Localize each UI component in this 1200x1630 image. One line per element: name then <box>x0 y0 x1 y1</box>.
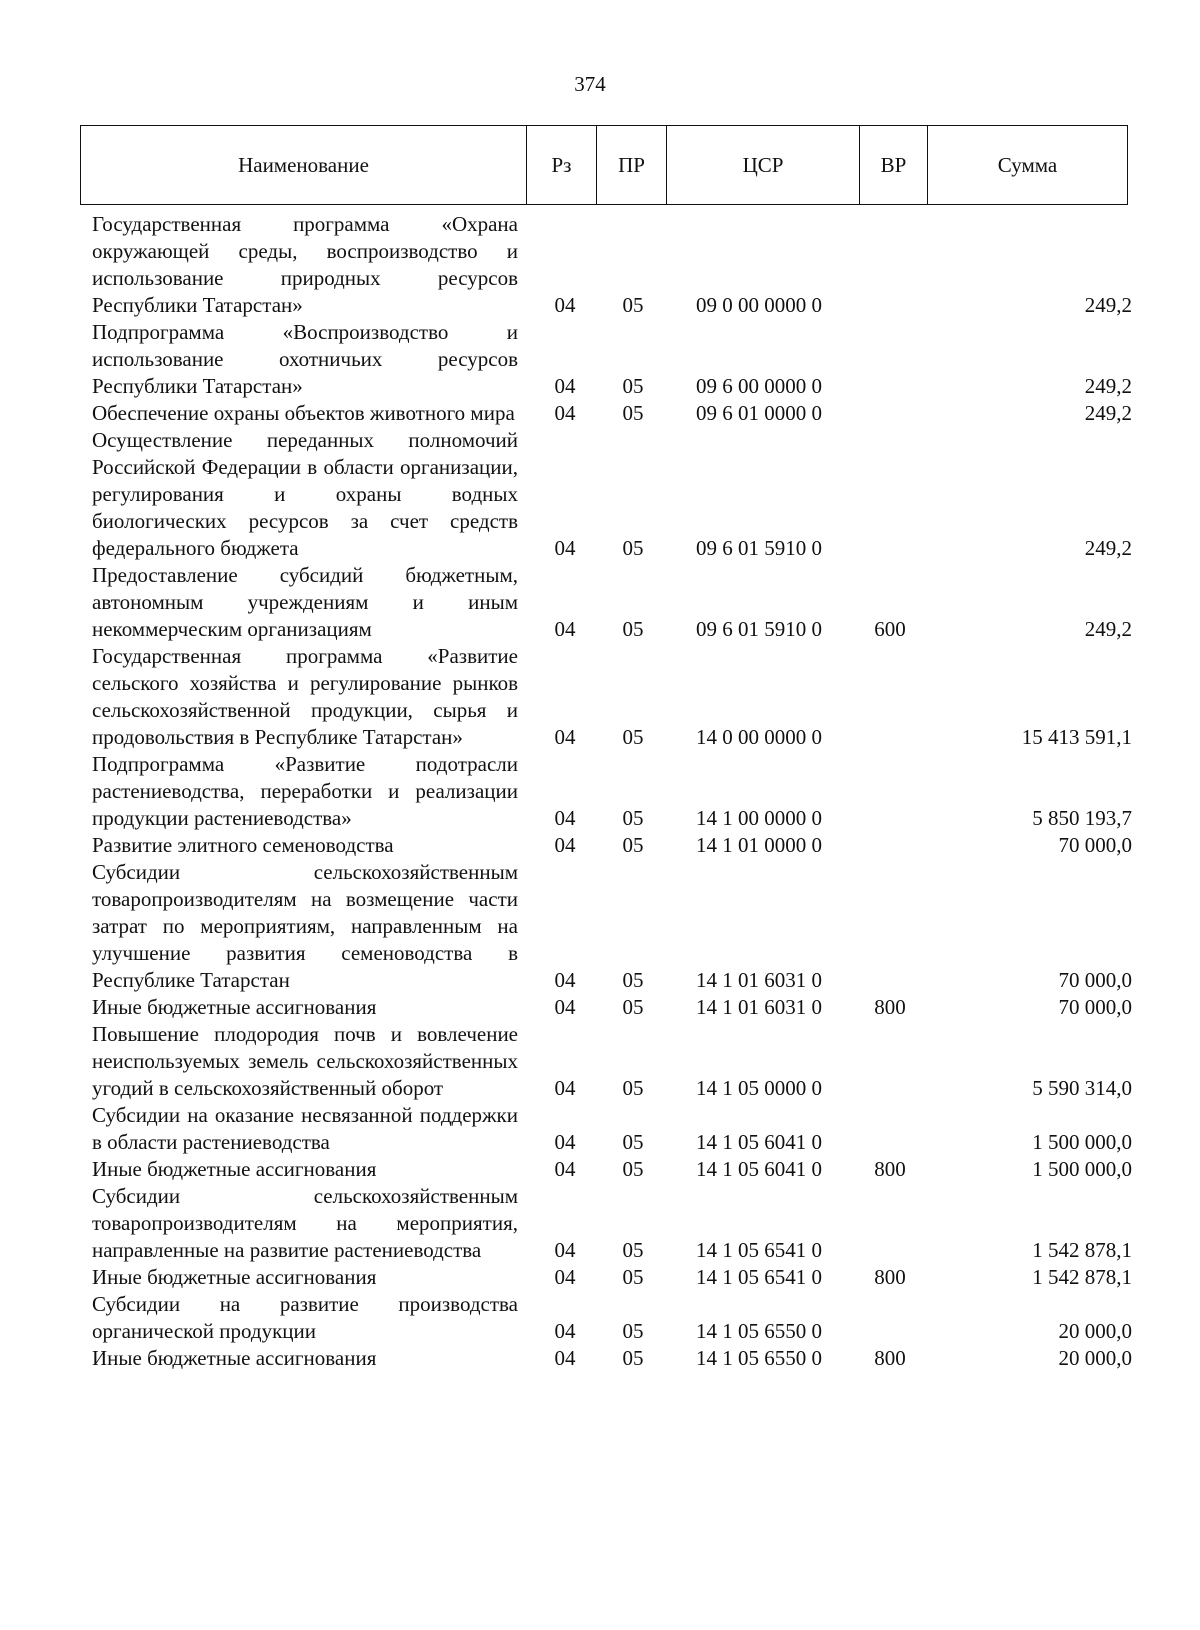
table-row <box>92 832 1132 859</box>
cell-sum: 249,2 <box>1084 374 1132 398</box>
cell-name: Предоставление субсидий бюджетным, автономным учреждениям и иным некоммерческим организациям <box>92 563 518 641</box>
cell-csr: 09 6 00 0000 0 <box>696 374 822 398</box>
cell-pr: 05 <box>622 1265 644 1289</box>
table-row <box>92 751 1132 832</box>
cell-sum: 1 500 000,0 <box>1032 1130 1132 1154</box>
cell-sum: 249,2 <box>1084 617 1132 641</box>
table-row <box>92 1021 1132 1102</box>
cell-csr: 14 1 05 6541 0 <box>696 1265 822 1289</box>
cell-sum: 70 000,0 <box>1058 833 1132 857</box>
cell-pr: 05 <box>622 833 644 857</box>
header-pr: ПР <box>597 126 667 204</box>
cell-rz: 04 <box>554 617 576 641</box>
cell-pr: 05 <box>622 374 644 398</box>
cell-name: Субсидии сельскохозяйственным товаропроизводителям на мероприятия, направленные на развитие растениеводства <box>92 1184 518 1262</box>
cell-sum: 15 413 591,1 <box>1021 725 1132 749</box>
cell-pr: 05 <box>622 1238 644 1262</box>
cell-csr: 14 0 00 0000 0 <box>696 725 822 749</box>
page-number: 374 <box>574 72 606 96</box>
cell-pr: 05 <box>622 617 644 641</box>
table-row <box>92 1156 1132 1183</box>
header-vr: ВР <box>860 126 928 204</box>
cell-vr: 800 <box>874 1157 906 1181</box>
cell-sum: 249,2 <box>1084 401 1132 425</box>
cell-sum: 1 542 878,1 <box>1032 1265 1132 1289</box>
cell-name: Субсидии на оказание несвязанной поддержки в области растениеводства <box>92 1103 518 1154</box>
cell-pr: 05 <box>622 401 644 425</box>
cell-sum: 1 500 000,0 <box>1032 1157 1132 1181</box>
cell-name: Иные бюджетные ассигнования <box>92 1346 377 1370</box>
cell-sum: 5 850 193,7 <box>1032 806 1132 830</box>
cell-pr: 05 <box>622 293 644 317</box>
cell-pr: 05 <box>622 1130 644 1154</box>
cell-rz: 04 <box>554 374 576 398</box>
cell-rz: 04 <box>554 833 576 857</box>
cell-sum: 249,2 <box>1084 536 1132 560</box>
cell-sum: 5 590 314,0 <box>1032 1076 1132 1100</box>
cell-sum: 70 000,0 <box>1058 968 1132 992</box>
cell-sum: 1 542 878,1 <box>1032 1238 1132 1262</box>
cell-sum: 20 000,0 <box>1058 1319 1132 1343</box>
cell-pr: 05 <box>622 1157 644 1181</box>
table-header <box>80 125 1128 205</box>
cell-sum: 249,2 <box>1084 293 1132 317</box>
cell-csr: 14 1 05 6541 0 <box>696 1238 822 1262</box>
table-row <box>92 319 1132 400</box>
cell-csr: 14 1 05 6550 0 <box>696 1319 822 1343</box>
cell-vr: 800 <box>874 995 906 1019</box>
cell-csr: 09 6 01 5910 0 <box>696 536 822 560</box>
cell-csr: 14 1 01 6031 0 <box>696 968 822 992</box>
table-body <box>92 211 1132 1372</box>
cell-vr: 800 <box>874 1265 906 1289</box>
cell-pr: 05 <box>622 995 644 1019</box>
cell-vr: 600 <box>874 617 906 641</box>
cell-name: Иные бюджетные ассигнования <box>92 1157 377 1181</box>
cell-name: Иные бюджетные ассигнования <box>92 1265 377 1289</box>
cell-pr: 05 <box>622 1076 644 1100</box>
cell-name: Обеспечение охраны объектов животного мира <box>92 401 515 425</box>
cell-rz: 04 <box>554 1319 576 1343</box>
cell-name: Субсидии на развитие производства органической продукции <box>92 1292 518 1343</box>
cell-name: Подпрограмма «Развитие подотрасли растениеводства, переработки и реализации продукции растениеводства» <box>92 752 518 830</box>
cell-pr: 05 <box>622 725 644 749</box>
table-row <box>92 994 1132 1021</box>
table-row <box>92 427 1132 562</box>
cell-rz: 04 <box>554 995 576 1019</box>
table-row <box>92 859 1132 994</box>
cell-name: Развитие элитного семеноводства <box>92 833 394 857</box>
cell-csr: 09 6 01 5910 0 <box>696 617 822 641</box>
header-rz: Рз <box>527 126 597 204</box>
cell-name: Государственная программа «Охрана окружающей среды, воспроизводство и использование природных ресурсов Республики Татарстан» <box>92 212 518 317</box>
cell-name: Иные бюджетные ассигнования <box>92 995 377 1019</box>
cell-sum: 70 000,0 <box>1058 995 1132 1019</box>
cell-name: Осуществление переданных полномочий Российской Федерации в области организации, регулирования и охраны водных биологических ресурсов за счет средств федерального бюджета <box>92 428 518 560</box>
cell-csr: 14 1 05 0000 0 <box>696 1076 822 1100</box>
cell-name: Повышение плодородия почв и вовлечение неиспользуемых земель сельскохозяйственных угодий в сельскохозяйственный оборот <box>92 1022 518 1100</box>
table-row <box>92 1291 1132 1345</box>
cell-pr: 05 <box>622 968 644 992</box>
cell-rz: 04 <box>554 725 576 749</box>
table-row <box>92 643 1132 751</box>
cell-csr: 14 1 05 6041 0 <box>696 1157 822 1181</box>
table-row <box>92 1183 1132 1264</box>
cell-rz: 04 <box>554 1157 576 1181</box>
cell-rz: 04 <box>554 806 576 830</box>
cell-csr: 14 1 05 6041 0 <box>696 1130 822 1154</box>
cell-name: Государственная программа «Развитие сельского хозяйства и регулирование рынков сельскохозяйственной продукции, сырья и продовольствия в Республике Татарстан» <box>92 644 518 749</box>
cell-name: Подпрограмма «Воспроизводство и использование охотничьих ресурсов Республики Татарстан» <box>92 320 518 398</box>
cell-csr: 09 6 01 0000 0 <box>696 401 822 425</box>
header-csr: ЦСР <box>667 126 860 204</box>
table-row <box>92 400 1132 427</box>
cell-rz: 04 <box>554 1130 576 1154</box>
table-row <box>92 562 1132 643</box>
cell-vr: 800 <box>874 1346 906 1370</box>
cell-pr: 05 <box>622 806 644 830</box>
cell-rz: 04 <box>554 968 576 992</box>
table-row <box>92 1345 1132 1372</box>
cell-sum: 20 000,0 <box>1058 1346 1132 1370</box>
cell-pr: 05 <box>622 1319 644 1343</box>
cell-rz: 04 <box>554 1076 576 1100</box>
table-row <box>92 1264 1132 1291</box>
table-row <box>92 1102 1132 1156</box>
cell-rz: 04 <box>554 536 576 560</box>
cell-rz: 04 <box>554 1238 576 1262</box>
table-row <box>92 211 1132 319</box>
cell-csr: 14 1 01 6031 0 <box>696 995 822 1019</box>
cell-pr: 05 <box>622 1346 644 1370</box>
cell-csr: 09 0 00 0000 0 <box>696 293 822 317</box>
cell-csr: 14 1 00 0000 0 <box>696 806 822 830</box>
cell-rz: 04 <box>554 1346 576 1370</box>
cell-rz: 04 <box>554 1265 576 1289</box>
cell-rz: 04 <box>554 293 576 317</box>
cell-csr: 14 1 05 6550 0 <box>696 1346 822 1370</box>
header-name: Наименование <box>81 126 527 204</box>
cell-name: Субсидии сельскохозяйственным товаропроизводителям на возмещение части затрат по мероприятиям, направленным на улучшение развития семеноводства в Республике Татарстан <box>92 860 518 992</box>
header-sum: Сумма <box>997 152 1058 177</box>
cell-rz: 04 <box>554 401 576 425</box>
cell-pr: 05 <box>622 536 644 560</box>
cell-csr: 14 1 01 0000 0 <box>696 833 822 857</box>
